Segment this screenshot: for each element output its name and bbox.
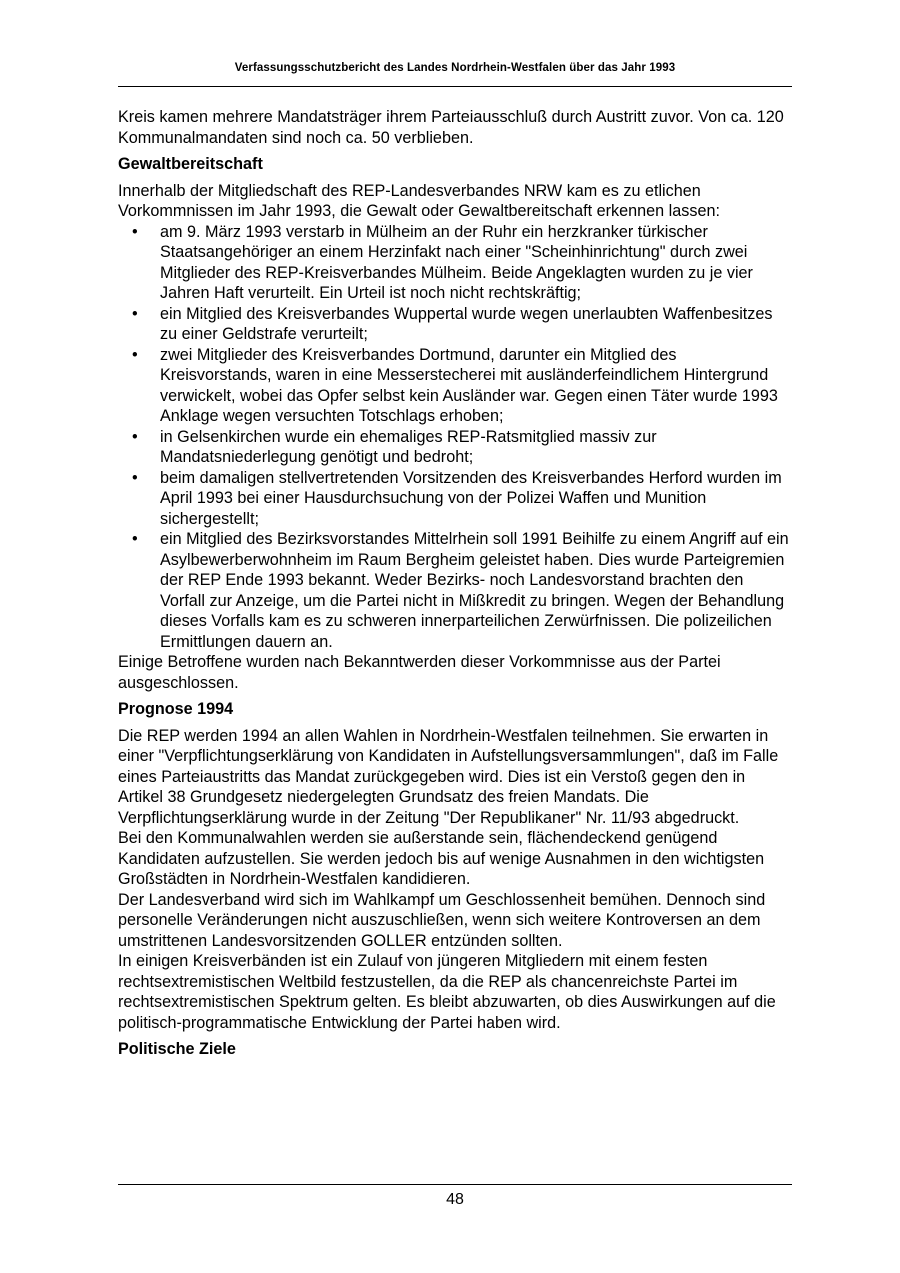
list-item: [118, 427, 792, 468]
prognose-paragraph-1: Die REP werden 1994 an allen Wahlen in Nordrhein-Westfalen teilnehmen. Sie erwarten in einer "Verpflichtungserklärung von Kandidaten in Aufstellungsversammlungen", daß im Falle eines Parteiaustritts das Mandat zurückgegeben wird. Dies ist ein Verstoß gegen den in Artikel 38 Grundgesetz niedergelegten Grundsatz des freien Mandats. Die Verpflichtungserklärung wurde in der Zeitung "Der Republikaner" Nr. 11/93 abgedruckt.: [118, 726, 779, 827]
incident-list: [118, 222, 792, 653]
bullet-icon: •: [132, 345, 138, 364]
page-number: 48: [446, 1191, 464, 1208]
bullet-icon: •: [132, 222, 138, 241]
list-item-text: am 9. März 1993 verstarb in Mülheim an der Ruhr ein herzkranker türkischer Staatsangehöriger an einem Herzinfakt nach einer "Scheinhinrichtung" durch zwei Mitglieder des REP-Kreisverbandes Mülheim. Beide Angeklagten wurden zu je vier Jahren Haft verurteilt. Ein Urteil ist noch nicht rechtskräftig;: [160, 222, 753, 302]
heading-gewaltbereitschaft: Gewaltbereitschaft: [118, 155, 263, 173]
running-header: Verfassungsschutzbericht des Landes Nordrhein-Westfalen über das Jahr 1993: [234, 62, 676, 74]
prognose-paragraph-3: Der Landesverband wird sich im Wahlkampf um Geschlossenheit bemühen. Dennoch sind personelle Veränderungen nicht auszuschließen, wenn sich weitere Kontroversen an dem umstrittenen Landesvorsitzenden GOLLER entzünden sollten.: [118, 890, 766, 950]
gewalt-closing-paragraph: Einige Betroffene wurden nach Bekanntwerden dieser Vorkommnisse aus der Partei ausgeschlossen.: [118, 653, 721, 692]
list-item-text: zwei Mitglieder des Kreisverbandes Dortmund, darunter ein Mitglied des Kreisvorstands, waren in eine Messerstecherei mit ausländerfeindlichem Hintergrund verwickelt, wobei das Opfer selbst kein Ausländer war. Gegen einen Täter wurde 1993 Anklage wegen versuchten Totschlags erhoben;: [160, 345, 778, 425]
list-item-text: ein Mitglied des Kreisverbandes Wuppertal wurde wegen unerlaubten Waffenbesitzes zu einer Geldstrafe verurteilt;: [160, 304, 773, 343]
heading-prognose-1994: Prognose 1994: [118, 700, 234, 718]
list-item: [118, 345, 792, 427]
footer-rule: [118, 1184, 792, 1185]
list-item: [118, 468, 792, 530]
list-item: [118, 222, 792, 304]
prognose-paragraph-2: Bei den Kommunalwahlen werden sie außerstande sein, flächendeckend genügend Kandidaten aufzustellen. Sie werden jedoch bis auf wenige Ausnahmen in den wichtigsten Großstädten in Nordrhein-Westfalen kandidieren.: [118, 829, 765, 888]
intro-paragraph: Kreis kamen mehrere Mandatsträger ihrem Parteiausschluß durch Austritt zuvor. Von ca. 120 Kommunalmandaten sind noch ca. 50 verblieben.: [118, 108, 784, 147]
header-rule: [118, 86, 792, 87]
page-body: [118, 107, 792, 1066]
bullet-icon: •: [132, 530, 138, 548]
list-item: [118, 304, 792, 345]
gewalt-intro-paragraph: Innerhalb der Mitgliedschaft des REP-Landesverbandes NRW kam es zu etlichen Vorkommnissen im Jahr 1993, die Gewalt oder Gewaltbereitschaft erkennen lassen:: [118, 181, 720, 220]
bullet-icon: •: [132, 468, 138, 487]
heading-politische-ziele: Politische Ziele: [118, 1040, 236, 1058]
list-item-text: in Gelsenkirchen wurde ein ehemaliges REP-Ratsmitglied massiv zur Mandatsniederlegung genötigt und bedroht;: [160, 427, 657, 466]
prognose-paragraph-4: In einigen Kreisverbänden ist ein Zulauf von jüngeren Mitgliedern mit einem festen rechtsextremistischen Weltbild festzustellen, da die REP als chancenreichste Partei im rechtsextremistischen Spektrum gelten. Es bleibt abzuwarten, ob dies Auswirkungen auf die politisch-programmatische Entwicklung der Partei haben wird.: [118, 952, 776, 1032]
bullet-icon: •: [132, 304, 138, 323]
list-item-text: beim damaligen stellvertretenden Vorsitzenden des Kreisverbandes Herford wurden im April 1993 bei einer Hausdurchsuchung von der Polizei Waffen und Munition sichergestellt;: [160, 468, 782, 528]
list-item-text: ein Mitglied des Bezirksvorstandes Mittelrhein soll 1991 Beihilfe zu einem Angriff auf ein Asylbewerberwohnheim im Raum Bergheim geleistet haben. Dies wurde Parteigremien der REP Ende 1993 bekannt. Weder Bezirks- noch Landesvorstand brachten den Vorfall zur Anzeige, um die Partei nicht in Mißkredit zu bringen. Wegen der Behandlung dieses Vorfalls kam es zu schweren innerparteilichen Zerwürfnissen. Die polizeilichen Ermittlungen dauern an.: [160, 530, 789, 651]
bullet-icon: •: [132, 427, 138, 446]
list-item: [118, 529, 792, 652]
